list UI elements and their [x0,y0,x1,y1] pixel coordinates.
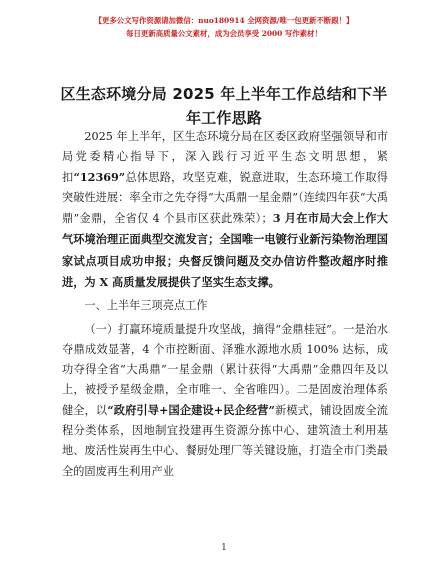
highlight-text-c: 新模式，铺设固废全流程分类体系，因地制宜投建再生资源分拣中心、建筑渣土利用基地、废活性炭再生中心、餐厨处理厂等关键设施，打造全市门类最全的固废再生利用产业 [62,404,388,478]
title-line-2: 年工作思路 [185,109,262,127]
page-number: 1 [221,543,227,553]
title-line-1: 区生态环境分局 2025 年上半年工作总结和下半 [60,85,388,103]
document-title [52,82,396,130]
banner-line-1: 【更多公文写作资源请加微信：nuo180914 全网资源/唯一包更新不断跟！】 [94,16,354,25]
intro-text-c: 总体思路，攻坚克难，锐意进取，生态环境工作取得突破性进展：率全市之先夺得“大禹鼎一星金鼎”（连续四年获“大禹鼎”金鼎，全省仅 4 个县市区获此殊荣）； [62,171,388,226]
document-body [62,127,388,482]
highlight-text-bold: “政府引导+国企建设+民企经营” [107,403,275,418]
intro-text-a: 2025 年上半年，区生态环境分局在区委区政府坚强领导和市局党委精心指导下，深入践行习近平生态文明思想，紧扣 [62,130,388,185]
highlight-paragraph-1 [62,320,388,482]
promo-banner [0,14,448,40]
banner-line-2: 每日更新高质量公文素材，成为会员享受 2000 写作素材！ [126,29,322,38]
section-heading-1: 一、上半年三项亮点工作 [84,298,208,312]
intro-paragraph [62,127,388,293]
intro-text-bold-code: “12369” [73,170,126,185]
intro-text-bold-tail: 3 月在市局大会上作大气环境治理正面典型交流发言；全国唯一电镀行业新污染物治理国家试点项目成功申报；央督反馈问题及交办信访件整改超序时推进，为 X 高质量发展提供了坚实生态支撑。 [62,211,388,289]
highlight-text-a: （一）打赢环境质量提升攻坚战，摘得“金鼎桂冠”。一是治水夺鼎成效显著，4 个市控断面、泽雅水源地水质 100% 达标，成功夺得全省“大禹鼎”一星金鼎（累计获得“大禹鼎”金鼎四年及以上，被授予星级金鼎，全市唯一、全省唯四）。二是固废治理体系健全，以 [62,322,388,418]
